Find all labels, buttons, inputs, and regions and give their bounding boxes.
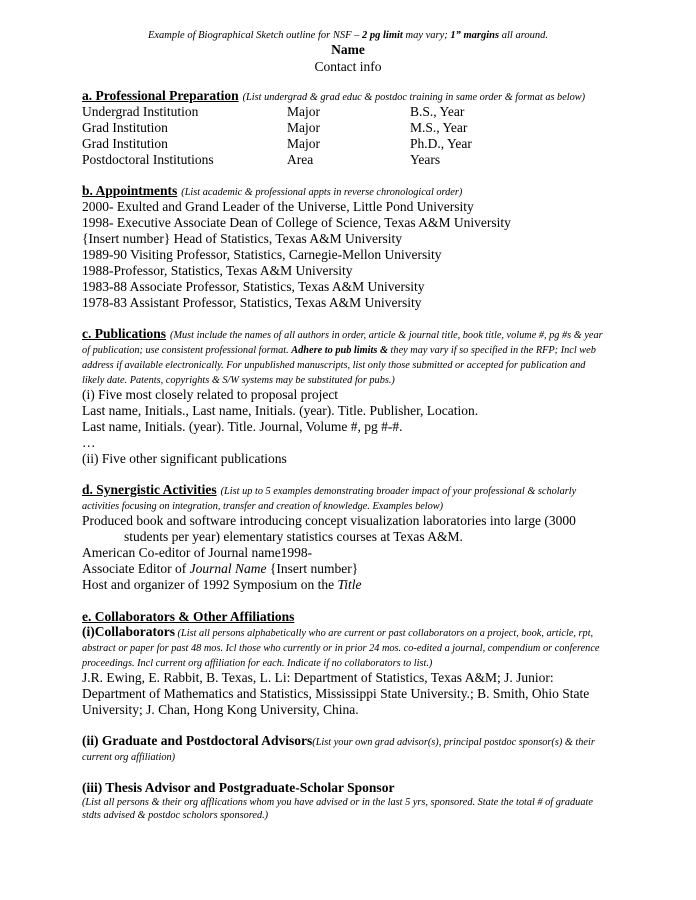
note-text: they may vary if so specified in the RFP; Incl web address if available electronically. For unpublished manuscripts, list only those submitted or accepted for publication and likely date. Patents, copyrights & S/W systems may be substituted for pubs.) bbox=[82, 345, 596, 386]
note-bold: 1” margins bbox=[450, 30, 500, 41]
list-item: (i) Five most closely related to proposal project bbox=[82, 387, 339, 402]
degree: Years bbox=[410, 152, 441, 167]
note-text: may vary; bbox=[402, 30, 451, 41]
list-item: … bbox=[82, 435, 96, 450]
note-bold: Adhere to pub limits & bbox=[291, 345, 388, 356]
list-item bbox=[82, 577, 610, 593]
table-row bbox=[82, 136, 610, 152]
section-note: (List undergrad & grad educ & postdoc training in same order & format as below) bbox=[242, 92, 586, 103]
list-item: American Co-editor of Journal name1998- bbox=[82, 545, 313, 560]
note-text: all around. bbox=[499, 30, 549, 41]
section-appointments bbox=[82, 184, 610, 311]
item-text: Associate Editor of bbox=[82, 561, 190, 576]
section-note: (List your own grad advisor(s), principal postdoc sponsor(s) & their current org affiliation) bbox=[82, 737, 595, 763]
field: Area bbox=[287, 152, 314, 167]
content bbox=[82, 89, 610, 822]
note-bold: 2 pg limit bbox=[362, 30, 403, 41]
section-publications bbox=[82, 327, 610, 467]
table-row bbox=[82, 120, 610, 136]
item-text: Host and organizer of 1992 Symposium on the bbox=[82, 577, 338, 592]
list-item: (ii) Five other significant publications bbox=[82, 451, 287, 466]
list-item: 2000- Exulted and Grand Leader of the Universe, Little Pond University bbox=[82, 199, 474, 214]
list-item: 1978-83 Assistant Professor, Statistics, Texas A&M University bbox=[82, 295, 422, 310]
institution: Grad Institution bbox=[82, 120, 168, 135]
subsection-thesis-advisor bbox=[82, 780, 610, 822]
section-professional-preparation bbox=[82, 89, 610, 168]
list-item: 1988-Professor, Statistics, Texas A&M University bbox=[82, 263, 353, 278]
contact-info: Contact info bbox=[314, 59, 382, 74]
name-title: Name bbox=[331, 42, 365, 57]
subsection-heading: (ii) Graduate and Postdoctoral Advisors bbox=[82, 733, 313, 748]
item-text: {Insert number} bbox=[266, 561, 359, 576]
subsection-advisors bbox=[82, 734, 610, 764]
section-heading: b. Appointments bbox=[82, 183, 178, 198]
list-item bbox=[82, 561, 610, 577]
list-item: Last name, Initials. (year). Title. Journal, Volume #, pg #-#. bbox=[82, 419, 403, 434]
section-synergistic-activities bbox=[82, 483, 610, 593]
subsection-heading: (iii) Thesis Advisor and Postgraduate-Scholar Sponsor bbox=[82, 780, 395, 795]
list-item: Produced book and software introducing concept visualization laboratories into large (3000 students per year) elementary statistics courses at Texas A&M. bbox=[82, 513, 576, 544]
table-row bbox=[82, 152, 610, 168]
subsection-heading: (i)Collaborators bbox=[82, 624, 175, 639]
section-heading: c. Publications bbox=[82, 326, 167, 341]
collaborators-list: J.R. Ewing, E. Rabbit, B. Texas, L. Li: Department of Statistics, Texas A&M; J. Junior: Department of Mathematics and Statistics, Mississippi State University.; B. Smith, Ohio State University; J. Chan, Hong Kong University, China. bbox=[82, 670, 590, 717]
section-note: (List all persons alphabetically who are current or past collaborators on a project, book, article, rpt, abstract or paper for past 48 mos. Icl those who currently or in prior 24 mos. co-edited a journal, compendium or conference proceedings. Incl current org affiliation for each. Indicate if no collaborators to list.) bbox=[82, 628, 600, 669]
section-heading: a. Professional Preparation bbox=[82, 88, 239, 103]
item-italic: Title bbox=[337, 577, 362, 592]
list-item: 1989-90 Visiting Professor, Statistics, Carnegie-Mellon University bbox=[82, 247, 442, 262]
section-heading: e. Collaborators & Other Affiliations bbox=[82, 609, 295, 624]
field: Major bbox=[287, 120, 320, 135]
top-instruction-note bbox=[82, 30, 614, 41]
section-heading: d. Synergistic Activities bbox=[82, 482, 217, 497]
degree: M.S., Year bbox=[410, 120, 468, 135]
note-text: (Must include the names of all authors in order, article & journal title, book title, volume #, pg #s & year of publication; use consistent professional format. bbox=[82, 330, 603, 356]
item-italic: Journal Name bbox=[189, 561, 267, 576]
institution: Undergrad Institution bbox=[82, 104, 199, 119]
section-collaborators bbox=[82, 609, 610, 822]
institution: Grad Institution bbox=[82, 136, 168, 151]
degree: Ph.D., Year bbox=[410, 136, 472, 151]
list-item: 1983-88 Associate Professor, Statistics, Texas A&M University bbox=[82, 279, 425, 294]
section-note: (List academic & professional appts in reverse chronological order) bbox=[181, 187, 463, 198]
field: Major bbox=[287, 104, 320, 119]
degree: B.S., Year bbox=[410, 104, 465, 119]
list-item: {Insert number} Head of Statistics, Texas A&M University bbox=[82, 231, 402, 246]
section-note: (List up to 5 examples demonstrating broader impact of your professional & scholarly activities focusing on integration, transfer and creation of knowledge. Examples below) bbox=[82, 486, 577, 512]
institution: Postdoctoral Institutions bbox=[82, 152, 214, 167]
note-text: Example of Biographical Sketch outline for NSF – bbox=[147, 30, 363, 41]
field: Major bbox=[287, 136, 320, 151]
list-item: 1998- Executive Associate Dean of College of Science, Texas A&M University bbox=[82, 215, 511, 230]
list-item: Last name, Initials., Last name, Initials. (year). Title. Publisher, Location. bbox=[82, 403, 479, 418]
section-note: (List all persons & their org afflications whom you have advised or in the last 5 yrs, sponsored. State the total # of graduate stdts advised & postdoc scholors sponsored.) bbox=[82, 797, 593, 821]
table-row bbox=[82, 104, 610, 120]
